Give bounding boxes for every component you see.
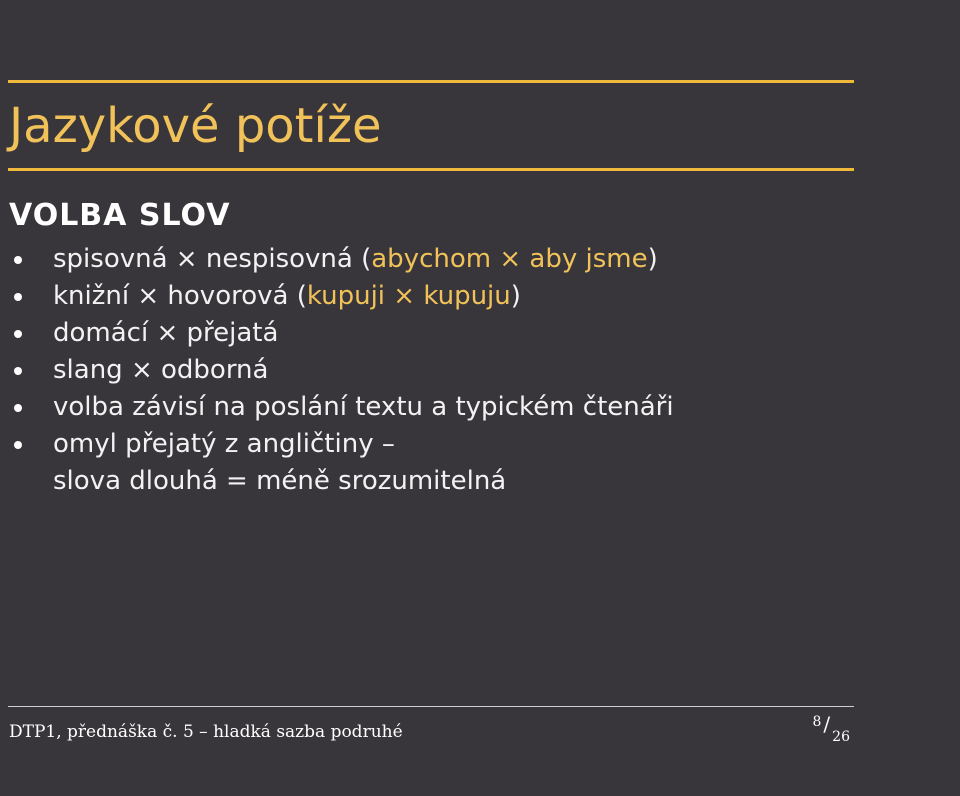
item-text: volba závisí na poslání textu a typickém čtenáři bbox=[53, 392, 674, 422]
item-text: knižní × hovorová ( bbox=[53, 281, 307, 311]
list-item bbox=[0, 278, 674, 315]
page-separator: / bbox=[823, 712, 831, 736]
item-text: omyl přejatý z angličtiny – bbox=[53, 429, 395, 459]
footer-caption: DTP1, přednáška č. 5 – hladká sazba podruhé bbox=[9, 722, 403, 742]
page-total: 26 bbox=[832, 729, 850, 745]
slide-title: Jazykové potíže bbox=[9, 98, 382, 154]
item-text: domácí × přejatá bbox=[53, 318, 279, 348]
bullet-icon bbox=[14, 330, 22, 338]
item-text: slang × odborná bbox=[53, 355, 269, 385]
item-text: ) bbox=[647, 244, 658, 274]
list-item bbox=[0, 389, 674, 426]
list-item-continuation bbox=[0, 463, 674, 503]
footer-rule bbox=[8, 706, 854, 707]
section-heading: VOLBA SLOV bbox=[9, 198, 231, 233]
bullet-icon bbox=[14, 367, 22, 375]
item-example: kupuji × kupuju bbox=[306, 281, 511, 311]
title-rule-top bbox=[8, 80, 854, 83]
bullet-icon bbox=[14, 293, 22, 301]
list-item bbox=[0, 352, 674, 389]
list-item bbox=[0, 241, 674, 278]
bullet-icon bbox=[14, 256, 22, 264]
item-text: ) bbox=[510, 281, 521, 311]
page-current: 8 bbox=[812, 714, 822, 730]
item-example: abychom × aby jsme bbox=[371, 244, 648, 274]
item-text: slova dlouhá = méně srozumitelná bbox=[53, 466, 507, 496]
title-rule-bottom bbox=[8, 168, 854, 171]
bullet-list bbox=[0, 241, 674, 503]
list-item bbox=[0, 426, 674, 463]
page-number bbox=[812, 712, 851, 745]
bullet-icon bbox=[14, 404, 22, 412]
item-text: spisovná × nespisovná ( bbox=[53, 244, 372, 274]
bullet-icon bbox=[14, 441, 22, 449]
list-item bbox=[0, 315, 674, 352]
